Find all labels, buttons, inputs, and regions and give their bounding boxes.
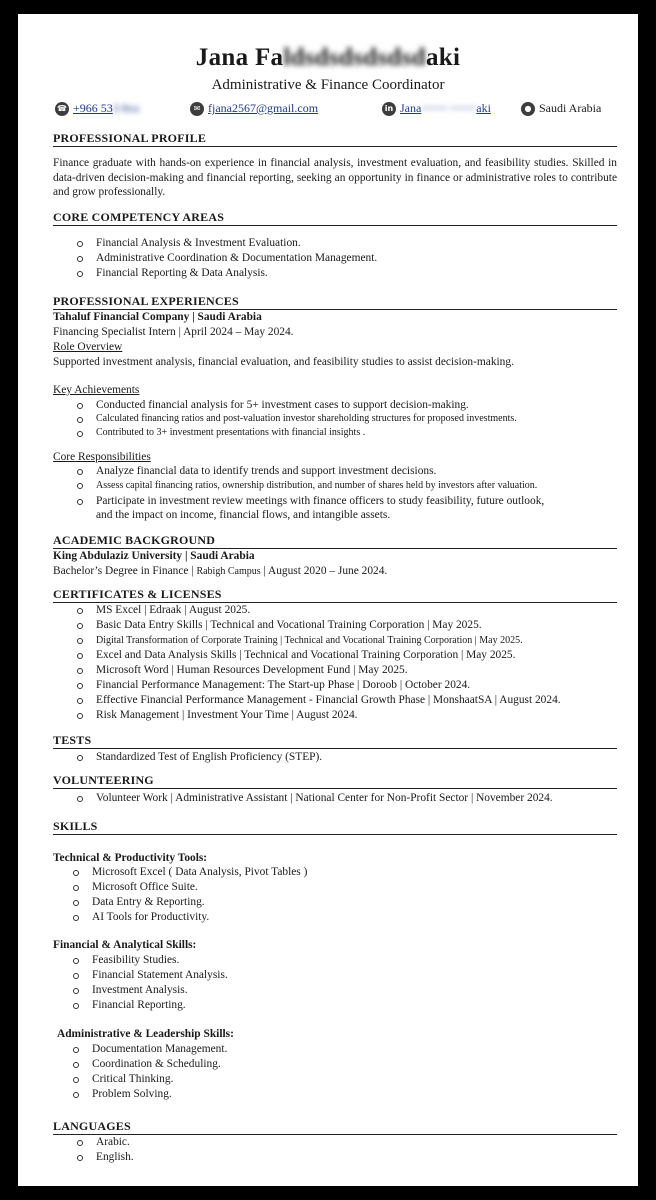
location-pin-icon: ● [521, 102, 535, 116]
languages-list [77, 1135, 134, 1165]
location-text: Saudi Arabia [539, 101, 602, 115]
list-item: Investment Analysis. [73, 983, 228, 998]
university-name: King Abdulaziz University | Saudi Arabia [53, 550, 255, 562]
phone-contact [55, 101, 140, 116]
phone-number[interactable]: +966 533 8xx [73, 101, 140, 115]
list-item: Analyze financial data to identify trends and support investment decisions. [77, 464, 544, 478]
list-item: Assess capital financing ratios, ownership distribution, and number of shares held by investors after valuation. [77, 478, 544, 494]
list-item: Microsoft Office Suite. [73, 880, 307, 895]
section-heading-profile: PROFESSIONAL PROFILE [53, 131, 617, 147]
section-heading-competency: CORE COMPETENCY AREAS [53, 210, 617, 226]
list-item: Financial Performance Management: The Start-up Phase | Doroob | October 2024. [77, 678, 561, 693]
technical-skills-list [73, 865, 307, 925]
resume-page [18, 14, 638, 1186]
list-item: Participate in investment review meetings with finance officers to study feasibility, future outlook, and the impact on income, financial flows, and intangible assets. [77, 494, 544, 508]
candidate-name: Jana Faldsdsdsdsdsdaki [195, 44, 461, 71]
achievements-list [77, 398, 517, 440]
list-item: Arabic. [77, 1135, 134, 1150]
volunteering-list [77, 791, 553, 806]
list-item: Critical Thinking. [73, 1072, 227, 1087]
list-item: Volunteer Work | Administrative Assistant | National Center for Non-Profit Sector | November 2024. [77, 791, 553, 806]
list-item: Data Entry & Reporting. [73, 895, 307, 910]
tests-list [77, 750, 322, 765]
profile-summary: Finance graduate with hands-on experience in financial analysis, investment evaluation, and feasibility studies. Skilled in data-driven decision-making and financial reporting, seeking an opportunity in finance or administrative roles to contribute and grow professionally. [53, 157, 617, 199]
company-name: Tahaluf Financial Company | Saudi Arabia [53, 311, 262, 323]
skills-group-technical-label: Technical & Productivity Tools: [53, 852, 208, 864]
admin-skills-list [73, 1042, 227, 1102]
role-overview-text: Supported investment analysis, financial evaluation, and feasibility studies to assist decision-making. [53, 356, 514, 368]
responsibilities-list [77, 464, 545, 521]
redacted-name: ldsdsdsdsdsd [283, 44, 426, 71]
degree-line: Bachelor’s Degree in Finance | Rabigh Campus | August 2020 – June 2024. [53, 565, 388, 577]
list-item: Documentation Management. [73, 1042, 227, 1057]
section-heading-languages: LANGUAGES [53, 1119, 617, 1135]
key-achievements-label: Key Achievements [53, 384, 140, 396]
list-item: Excel and Data Analysis Skills | Technical and Vocational Training Corporation | May 2025. [77, 648, 561, 663]
email-link[interactable]: fjana2567@gmail.com [208, 101, 319, 115]
section-heading-skills: SKILLS [53, 819, 617, 835]
list-item: Financial Statement Analysis. [73, 968, 228, 983]
list-item: Calculated financing ratios and post-valuation investor shareholding structures for proposed investments. [77, 412, 517, 426]
list-item: Financial Reporting. [73, 998, 228, 1013]
email-contact [190, 101, 318, 116]
competency-list [77, 236, 377, 281]
list-item: AI Tools for Productivity. [73, 910, 307, 925]
list-item: Digital Transformation of Corporate Training | Technical and Vocational Training Corporation | May 2025. [77, 633, 561, 648]
linkedin-icon: in [382, 102, 396, 116]
list-item: Effective Financial Performance Management - Financial Growth Phase | MonshaatSA | August 2024. [77, 693, 561, 708]
phone-icon: ☎ [55, 102, 69, 116]
job-role: Financing Specialist Intern | April 2024 – May 2024. [53, 326, 294, 338]
list-item: Financial Analysis & Investment Evaluation. [77, 236, 377, 251]
financial-skills-list [73, 953, 228, 1013]
list-item: Basic Data Entry Skills | Technical and Vocational Training Corporation | May 2025. [77, 618, 561, 633]
list-item: Problem Solving. [73, 1087, 227, 1102]
skills-group-admin-label: Administrative & Leadership Skills: [57, 1028, 234, 1040]
list-item: Risk Management | Investment Your Time | August 2024. [77, 708, 561, 723]
job-title: Administrative & Finance Coordinator [211, 77, 445, 93]
list-item: Standardized Test of English Proficiency (STEP). [77, 750, 322, 765]
linkedin-contact [382, 101, 491, 116]
core-responsibilities-label: Core Responsibilities [53, 451, 151, 463]
role-overview-label: Role Overview [53, 341, 123, 353]
list-item: English. [77, 1150, 134, 1165]
list-item: MS Excel | Edraak | August 2025. [77, 603, 561, 618]
location-contact [521, 101, 601, 116]
list-item: Contributed to 3+ investment presentations with financial insights . [77, 426, 517, 440]
certificates-list [77, 603, 561, 723]
list-item: Administrative Coordination & Documentation Management. [77, 251, 377, 266]
section-heading-volunteering: VOLUNTEERING [53, 773, 617, 789]
linkedin-link[interactable]: Jana~~~~ ~~~~aki [400, 101, 491, 115]
list-item: Conducted financial analysis for 5+ investment cases to support decision-making. [77, 398, 517, 412]
section-heading-experience: PROFESSIONAL EXPERIENCES [53, 294, 617, 310]
section-heading-tests: TESTS [53, 733, 617, 749]
section-heading-certificates: CERTIFICATES & LICENSES [53, 587, 617, 603]
mail-icon: ✉ [190, 102, 204, 116]
list-item: Feasibility Studies. [73, 953, 228, 968]
list-item: Microsoft Word | Human Resources Development Fund | May 2025. [77, 663, 561, 678]
section-heading-academic: ACADEMIC BACKGROUND [53, 533, 617, 549]
list-item: Coordination & Scheduling. [73, 1057, 227, 1072]
list-item: Financial Reporting & Data Analysis. [77, 266, 377, 281]
list-item: Microsoft Excel ( Data Analysis, Pivot Tables ) [73, 865, 307, 880]
skills-group-financial-label: Financial & Analytical Skills: [53, 939, 197, 951]
